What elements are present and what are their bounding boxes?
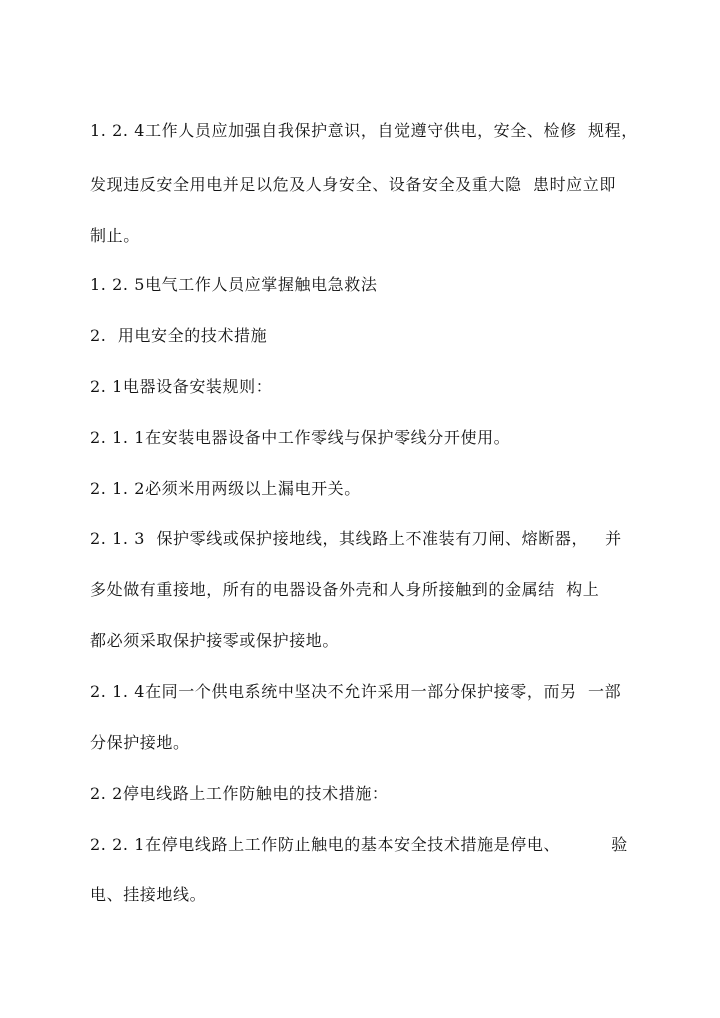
- text-line: 2. 1. 4在同一个供电系统中坚决不允许采用一部分保护接零，而另 一部: [90, 682, 622, 701]
- text-line: 分保护接地。: [90, 733, 190, 752]
- text-line: 1. 2. 4工作人员应加强自我保护意识，自觉遵守供电，安全、检修 规程，: [90, 121, 638, 140]
- text-line: 2. 用电安全的技术措施: [90, 326, 268, 345]
- text-line: 2. 2停电线路上工作防触电的技术措施：: [90, 784, 389, 803]
- text-line: 2. 1电器设备安装规则：: [90, 377, 273, 396]
- text-line: 都必须采取保护接零或保护接地。: [90, 631, 340, 650]
- text-line: 1. 2. 5电气工作人员应掌握触电急救法: [90, 275, 378, 294]
- text-line: 2. 1. 1在安装电器设备中工作零线与保护零线分开使用。: [90, 428, 511, 447]
- text-line: 2. 2. 1在停电线路上工作防止触电的基本安全技术措施是停电、 验: [90, 835, 628, 854]
- text-line: 2. 1. 2必须米用两级以上漏电开关。: [90, 479, 361, 498]
- text-line: 发现违反安全用电并足以危及人身安全、设备安全及重大隐 患时应立即: [90, 175, 616, 194]
- text-line: 电、挂接地线。: [90, 885, 207, 904]
- text-line: 2. 1. 3 保护零线或保护接地线，其线路上不准装有刀闸、熔断器， 并: [90, 529, 622, 548]
- text-line: 多处做有重接地，所有的电器设备外壳和人身所接触到的金属结 构上: [90, 580, 600, 599]
- text-line: 制止。: [90, 226, 140, 245]
